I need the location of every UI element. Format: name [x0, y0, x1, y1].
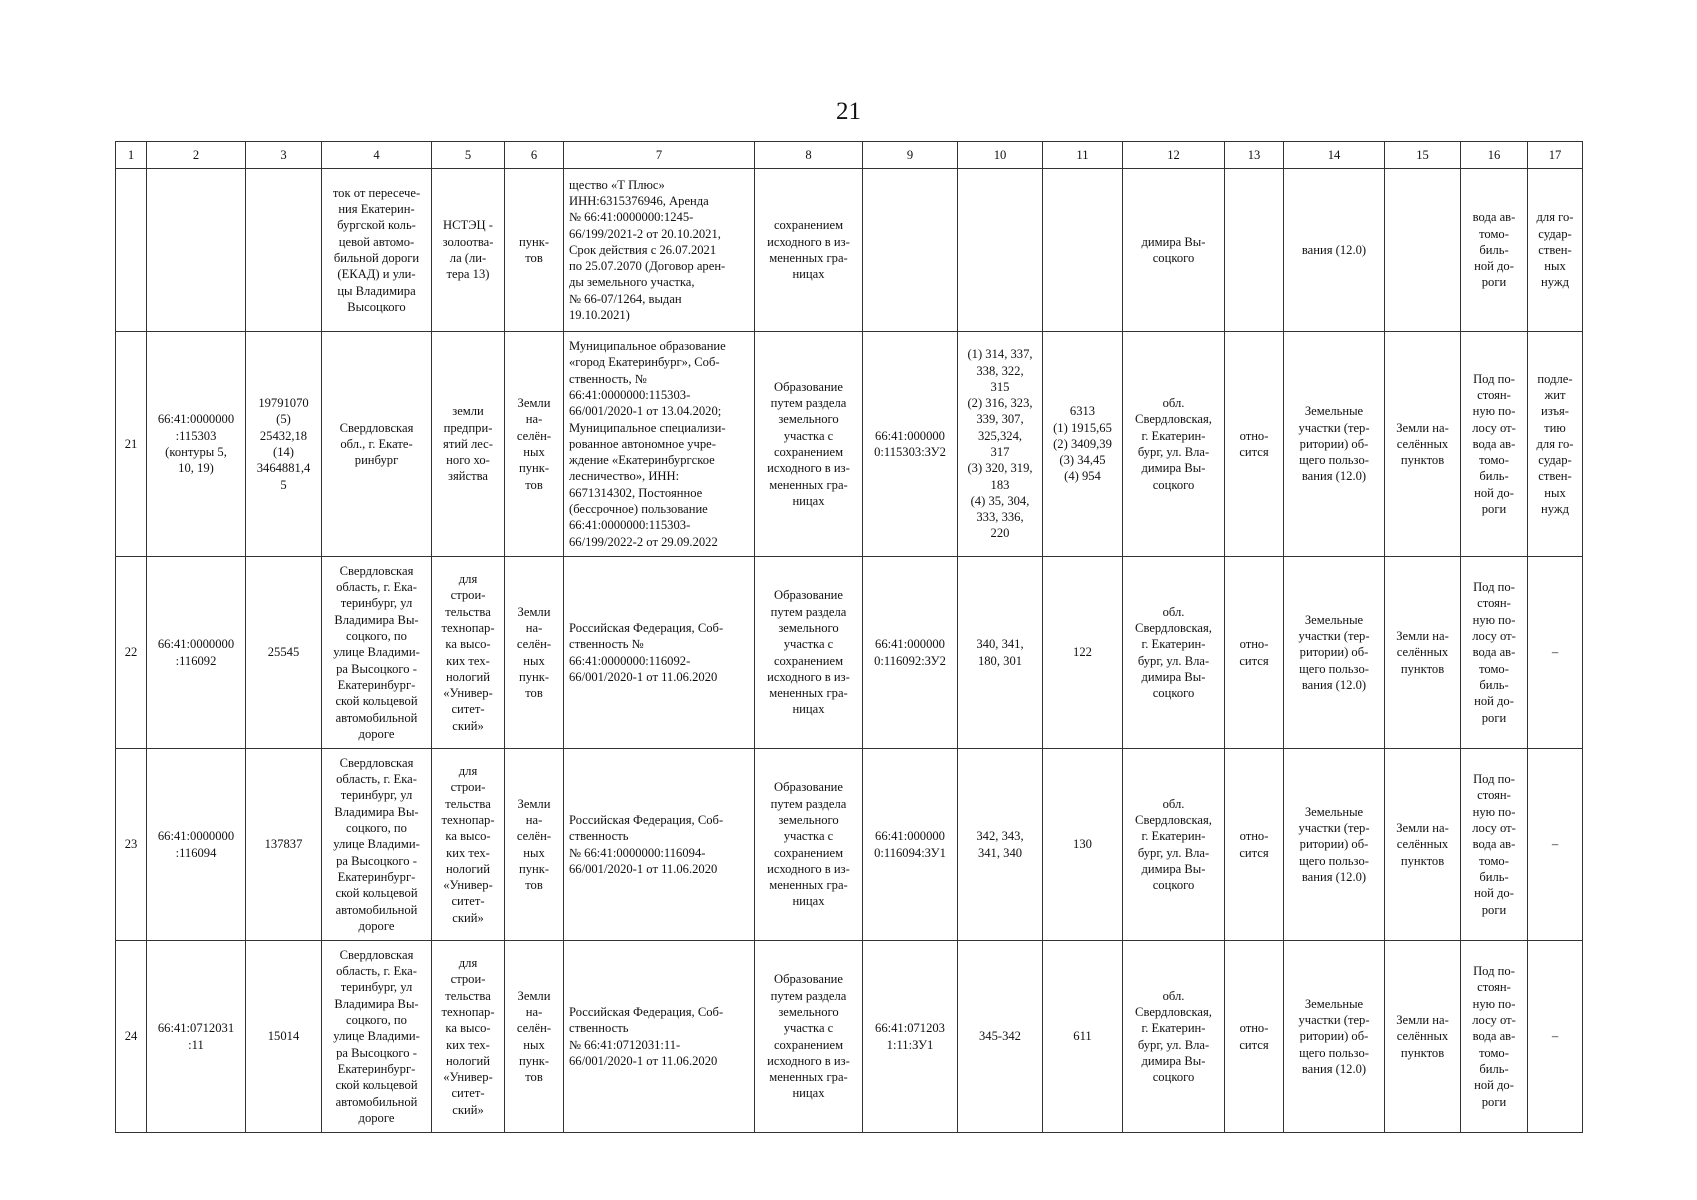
row-number-cell: 22 [116, 557, 147, 749]
new-address-cell: обл. Свердловская, г. Екатерин- бург, ул. Вла- димира Вы- соцкого [1123, 332, 1225, 557]
column-header: 1 [116, 142, 147, 169]
new-area-cell: 130 [1043, 749, 1123, 941]
land-category-cell: пунк- тов [505, 169, 564, 332]
permitted-use-cell: НСТЭЦ - золоотва- ла (ли- тера 13) [432, 169, 505, 332]
rights-holder-cell: Российская Федерация, Соб- ственность № 66:41:0000000:116092- 66/001/2020-1 от 11.06.2020 [564, 557, 755, 749]
new-permitted-use-cell: вания (12.0) [1284, 169, 1385, 332]
row-number-cell: 24 [116, 941, 147, 1133]
new-area-cell: 6313 (1) 1915,65 (2) 3409,39 (3) 34,45 (4) 954 [1043, 332, 1123, 557]
seizure-cell: – [1528, 749, 1583, 941]
permitted-use-cell: для строи- тельства технопар- ка высо- ких тех- нологий «Универ- ситет- ский» [432, 557, 505, 749]
new-category-cell: Земли на- селённых пунктов [1385, 941, 1461, 1133]
table-row [116, 169, 1583, 332]
table-row [116, 749, 1583, 941]
land-category-cell: Земли на- селён- ных пунк- тов [505, 557, 564, 749]
cadastral-number-cell: 66:41:0000000 :115303 (контуры 5, 10, 19) [147, 332, 246, 557]
land-plots-table [115, 141, 1583, 1133]
address-cell: ток от пересече- ния Екатерин- бургской коль- цевой автомо- бильной дороги (ЕКАД) и ули- цы Владимира Высоцкого [322, 169, 432, 332]
new-category-cell [1385, 169, 1461, 332]
column-header: 12 [1123, 142, 1225, 169]
new-area-cell: 122 [1043, 557, 1123, 749]
purpose-cell: Под по- стоян- ную по- лосу от- вода ав- томо- биль- ной до- роги [1461, 749, 1528, 941]
seizure-cell: подле- жит изъя- тию для го- судар- ствен- ных нужд [1528, 332, 1583, 557]
column-header: 7 [564, 142, 755, 169]
new-permitted-use-cell: Земельные участки (тер- ритории) об- щего пользо- вания (12.0) [1284, 941, 1385, 1133]
column-header: 15 [1385, 142, 1461, 169]
column-header: 16 [1461, 142, 1528, 169]
table-row [116, 941, 1583, 1133]
public-use-cell: отно- сится [1225, 332, 1284, 557]
row-number-cell: 21 [116, 332, 147, 557]
new-plot-id-cell: 66:41:000000 0:115303:ЗУ2 [863, 332, 958, 557]
new-plot-id-cell [863, 169, 958, 332]
address-cell: Свердловская область, г. Ека- теринбург, ул Владимира Вы- соцкого, по улице Владими- ра Высоцкого - Екатеринбург- ской кольцевой автомобильной дороге [322, 557, 432, 749]
formation-method-cell: Образование путем раздела земельного участка с сохранением исходного в из- мененных гра- ницах [755, 941, 863, 1133]
cadastral-number-cell [147, 169, 246, 332]
area-cell [246, 169, 322, 332]
new-area-cell: 611 [1043, 941, 1123, 1133]
column-header: 3 [246, 142, 322, 169]
column-header: 17 [1528, 142, 1583, 169]
new-permitted-use-cell: Земельные участки (тер- ритории) об- щего пользо- вания (12.0) [1284, 557, 1385, 749]
row-number-cell: 23 [116, 749, 147, 941]
column-header: 6 [505, 142, 564, 169]
column-header: 9 [863, 142, 958, 169]
area-cell: 19791070 (5) 25432,18 (14) 3464881,4 5 [246, 332, 322, 557]
permitted-use-cell: земли предпри- ятий лес- ного хо- зяйства [432, 332, 505, 557]
cadastral-number-cell: 66:41:0000000 :116092 [147, 557, 246, 749]
new-area-cell [1043, 169, 1123, 332]
public-use-cell: отно- сится [1225, 749, 1284, 941]
permitted-use-cell: для строи- тельства технопар- ка высо- ких тех- нологий «Универ- ситет- ский» [432, 941, 505, 1133]
new-plot-id-cell: 66:41:000000 0:116092:ЗУ2 [863, 557, 958, 749]
point-numbers-cell: (1) 314, 337, 338, 322, 315 (2) 316, 323, 339, 307, 325,324, 317 (3) 320, 319, 183 (4) 35, 304, 333, 336, 220 [958, 332, 1043, 557]
column-header: 4 [322, 142, 432, 169]
public-use-cell [1225, 169, 1284, 332]
public-use-cell: отно- сится [1225, 941, 1284, 1133]
seizure-cell: – [1528, 941, 1583, 1133]
public-use-cell: отно- сится [1225, 557, 1284, 749]
new-address-cell: обл. Свердловская, г. Екатерин- бург, ул. Вла- димира Вы- соцкого [1123, 557, 1225, 749]
column-header: 10 [958, 142, 1043, 169]
address-cell: Свердловская обл., г. Екате- ринбург [322, 332, 432, 557]
purpose-cell: вода ав- томо- биль- ной до- роги [1461, 169, 1528, 332]
seizure-cell: – [1528, 557, 1583, 749]
cadastral-number-cell: 66:41:0712031 :11 [147, 941, 246, 1133]
column-header: 2 [147, 142, 246, 169]
formation-method-cell: Образование путем раздела земельного участка с сохранением исходного в из- мененных гра- ницах [755, 332, 863, 557]
purpose-cell: Под по- стоян- ную по- лосу от- вода ав- томо- биль- ной до- роги [1461, 941, 1528, 1133]
column-header: 14 [1284, 142, 1385, 169]
cadastral-number-cell: 66:41:0000000 :116094 [147, 749, 246, 941]
column-header: 11 [1043, 142, 1123, 169]
purpose-cell: Под по- стоян- ную по- лосу от- вода ав- томо- биль- ной до- роги [1461, 332, 1528, 557]
new-permitted-use-cell: Земельные участки (тер- ритории) об- щего пользо- вания (12.0) [1284, 332, 1385, 557]
new-address-cell: обл. Свердловская, г. Екатерин- бург, ул. Вла- димира Вы- соцкого [1123, 749, 1225, 941]
formation-method-cell: сохранением исходного в из- мененных гра- ницах [755, 169, 863, 332]
point-numbers-cell: 340, 341, 180, 301 [958, 557, 1043, 749]
formation-method-cell: Образование путем раздела земельного участка с сохранением исходного в из- мененных гра- ницах [755, 557, 863, 749]
land-category-cell: Земли на- селён- ных пунк- тов [505, 332, 564, 557]
new-plot-id-cell: 66:41:071203 1:11:ЗУ1 [863, 941, 958, 1133]
page-number: 21 [836, 98, 861, 125]
area-cell: 15014 [246, 941, 322, 1133]
row-number-cell [116, 169, 147, 332]
rights-holder-cell: Российская Федерация, Соб- ственность № 66:41:0000000:116094- 66/001/2020-1 от 11.06.2020 [564, 749, 755, 941]
column-header: 13 [1225, 142, 1284, 169]
new-category-cell: Земли на- селённых пунктов [1385, 332, 1461, 557]
column-header: 8 [755, 142, 863, 169]
rights-holder-cell: щество «Т Плюс» ИНН:6315376946, Аренда № 66:41:0000000:1245- 66/199/2021-2 от 20.10.2021, Срок действия с 26.07.2021 по 25.07.2070 (Договор арен- ды земельного участка, № 66-07/1264, выдан 19.10.2021) [564, 169, 755, 332]
new-category-cell: Земли на- селённых пунктов [1385, 749, 1461, 941]
column-header: 5 [432, 142, 505, 169]
point-numbers-cell: 342, 343, 341, 340 [958, 749, 1043, 941]
address-cell: Свердловская область, г. Ека- теринбург, ул Владимира Вы- соцкого, по улице Владими- ра Высоцкого - Екатеринбург- ской кольцевой автомобильной дороге [322, 749, 432, 941]
table-row [116, 332, 1583, 557]
point-numbers-cell [958, 169, 1043, 332]
address-cell: Свердловская область, г. Ека- теринбург, ул Владимира Вы- соцкого, по улице Владими- ра Высоцкого - Екатеринбург- ской кольцевой автомобильной дороге [322, 941, 432, 1133]
table-body [116, 169, 1583, 1133]
new-address-cell: обл. Свердловская, г. Екатерин- бург, ул. Вла- димира Вы- соцкого [1123, 941, 1225, 1133]
area-cell: 25545 [246, 557, 322, 749]
point-numbers-cell: 345-342 [958, 941, 1043, 1133]
table-row [116, 557, 1583, 749]
new-plot-id-cell: 66:41:000000 0:116094:ЗУ1 [863, 749, 958, 941]
purpose-cell: Под по- стоян- ную по- лосу от- вода ав- томо- биль- ной до- роги [1461, 557, 1528, 749]
land-category-cell: Земли на- селён- ных пунк- тов [505, 941, 564, 1133]
new-category-cell: Земли на- селённых пунктов [1385, 557, 1461, 749]
column-number-row [116, 142, 1583, 169]
permitted-use-cell: для строи- тельства технопар- ка высо- ких тех- нологий «Универ- ситет- ский» [432, 749, 505, 941]
formation-method-cell: Образование путем раздела земельного участка с сохранением исходного в из- мененных гра- ницах [755, 749, 863, 941]
new-address-cell: димира Вы- соцкого [1123, 169, 1225, 332]
seizure-cell: для го- судар- ствен- ных нужд [1528, 169, 1583, 332]
rights-holder-cell: Муниципальное образование «город Екатеринбург», Соб- ственность, № 66:41:0000000:115303- 66/001/2020-1 от 13.04.2020; Муниципальное специализи- рованное автономное учре- ждение «Екатеринбургское лесничество», ИНН: 6671314302, Постоянное (бессрочное) пользование 66:41:0000000:115303- 66/199/2022-2 от 29.09.2022 [564, 332, 755, 557]
land-category-cell: Земли на- селён- ных пунк- тов [505, 749, 564, 941]
rights-holder-cell: Российская Федерация, Соб- ственность № 66:41:0712031:11- 66/001/2020-1 от 11.06.2020 [564, 941, 755, 1133]
area-cell: 137837 [246, 749, 322, 941]
new-permitted-use-cell: Земельные участки (тер- ритории) об- щего пользо- вания (12.0) [1284, 749, 1385, 941]
table-header [116, 142, 1583, 169]
